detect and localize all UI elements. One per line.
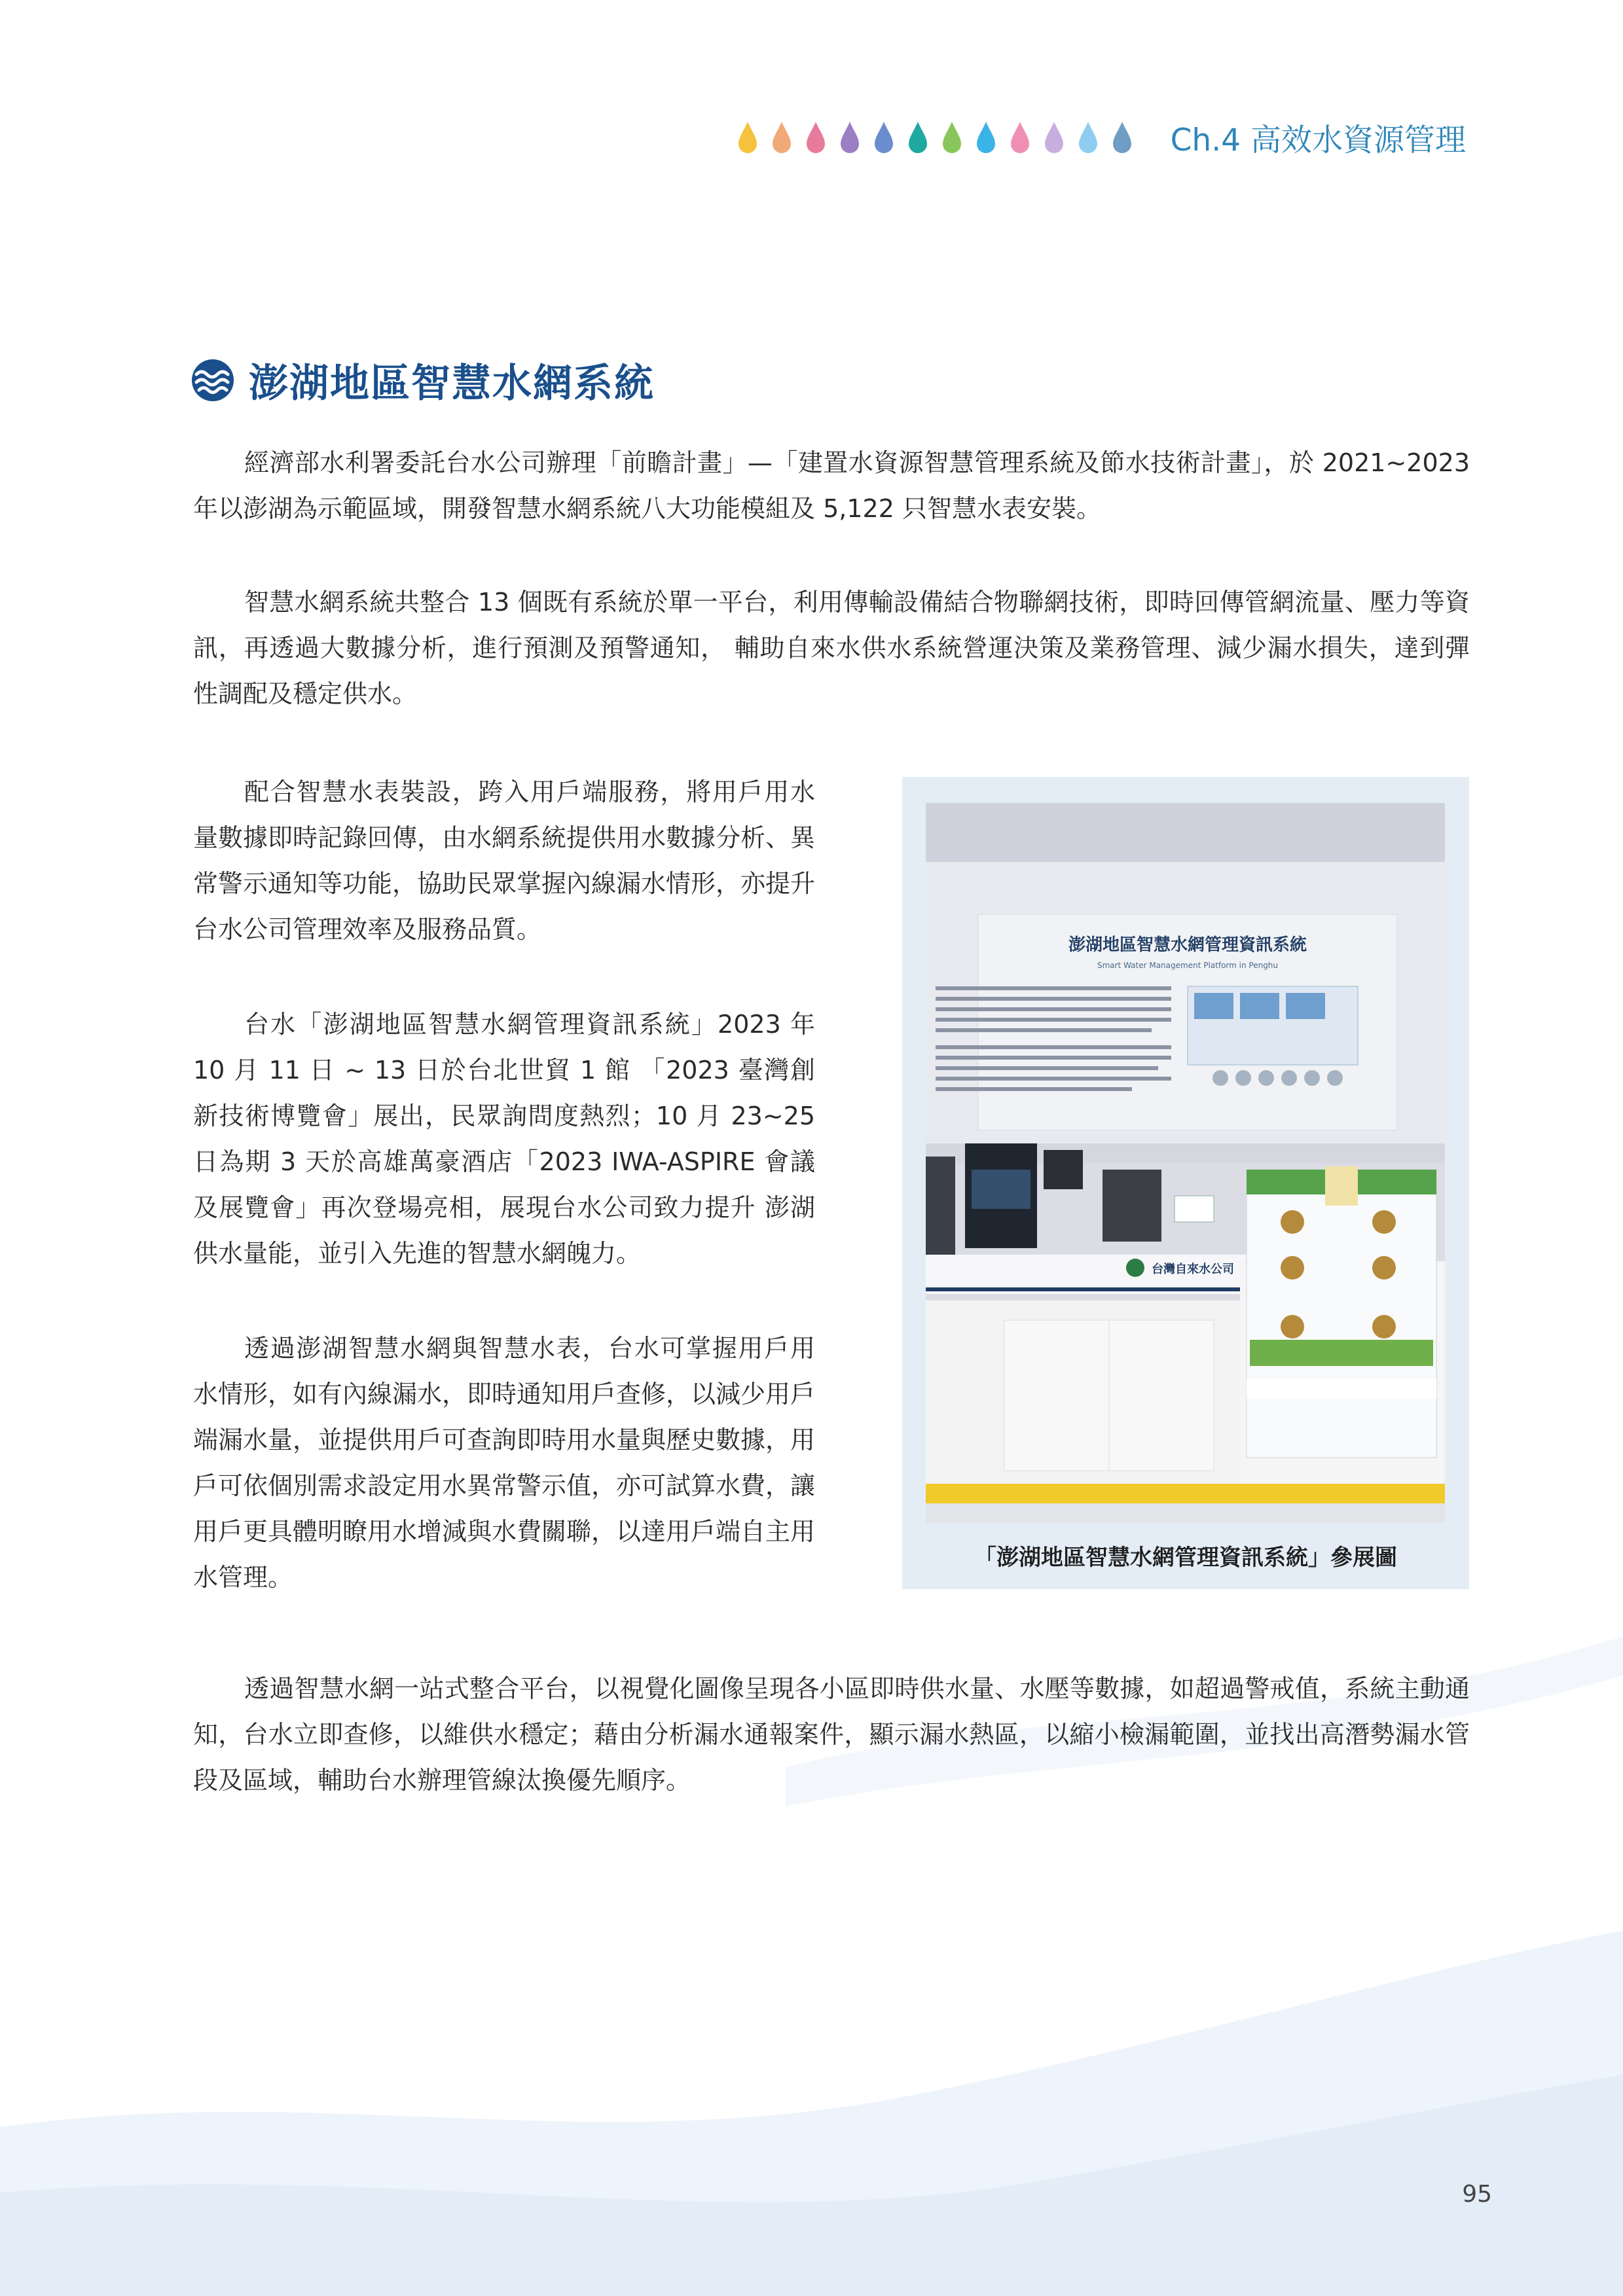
water-drop-icon — [976, 120, 996, 154]
counter-sign: 台灣自來水公司 — [1152, 1263, 1234, 1276]
figure-caption: 「澎湖地區智慧水網管理資訊系統」參展圖 — [974, 1545, 1397, 1571]
exhibition-photo — [926, 803, 1445, 1523]
water-drop-icon — [941, 120, 962, 154]
water-drop-icon — [805, 120, 826, 154]
paragraph-5: 透過澎湖智慧水網與智慧水表，台水可掌握用戶用水情形，如有內線漏水，即時通知用戶查修，以減少用戶端漏水量，並提供用戶可查詢即時用水量與歷史數據，用戶可依個別需求設定用水異常警示值，亦可試算水費，讓用戶更具體明瞭用水增減與水費關聯，以達用戶端自主用水管理。 — [193, 1334, 816, 1592]
company-logo-icon — [1126, 1259, 1144, 1277]
chapter-title: Ch.4 高效水資源管理 — [1170, 122, 1466, 158]
water-drop-icon — [1112, 120, 1133, 154]
water-drop-icon — [1010, 120, 1030, 154]
exhibition-photo-drawing — [926, 803, 1445, 1523]
paragraph-2: 智慧水網系統共整合 13 個既有系統於單一平台，利用傳輸設備結合物聯網技術，即時回傳管網流量、壓力等資訊，再透過大數據分析，進行預測及預警通知， 輔助自來水供水系統營運決策及業務管理、減少漏水損失，達到彈性調配及穩定供水。 — [193, 588, 1470, 708]
water-drop-icon — [839, 120, 860, 154]
paragraph-6: 透過智慧水網一站式整合平台，以視覺化圖像呈現各小區即時供水量、水壓等數據，如超過警戒值，系統主動通知，台水立即查修，以維供水穩定；藉由分析漏水通報案件，顯示漏水熱區，以縮小檢漏範圍，並找出高潛勢漏水管段及區域，輔助台水辦理管線汰換優先順序。 — [193, 1674, 1470, 1795]
water-drop-icon — [873, 120, 894, 154]
color-drops — [737, 120, 1133, 154]
water-drop-icon — [907, 120, 928, 154]
paragraph-4: 台水「澎湖地區智慧水網管理資訊系統」2023 年 10 月 11 日 ~ 13 日於台北世貿 1 館 「2023 臺灣創新技術博覽會」展出，民眾詢問度熱烈；10 月 23~25 日為期 3 天於高雄萬豪酒店「2023 IWA-ASPIRE 會議及展覽會」再次登場亮相，展現台水公司致力提升 澎湖供水量能，並引入先進的智慧水網魄力。 — [193, 1010, 815, 1268]
page-header — [737, 111, 1466, 164]
exhibition-figure — [902, 777, 1469, 1589]
water-drop-icon — [771, 120, 792, 154]
section-heading — [191, 352, 655, 408]
poster-subtitle: Smart Water Management Platform in Penghu — [1097, 961, 1279, 970]
paragraph-1: 經濟部水利署委託台水公司辦理「前瞻計畫」—「建置水資源智慧管理系統及節水技術計畫」，於 2021~2023 年以澎湖為示範區域，開發智慧水網系統八大功能模組及 5,122 只智慧水表安裝。 — [193, 448, 1470, 523]
page-number: 95 — [1462, 2181, 1492, 2208]
water-drop-icon — [1078, 120, 1099, 154]
water-wave-icon — [191, 359, 234, 402]
paragraph-3: 配合智慧水表裝設，跨入用戶端服務，將用戶用水量數據即時記錄回傳，由水網系統提供用水數據分析、異常警示通知等功能，協助民眾掌握內線漏水情形，亦提升台水公司管理效率及服務品質。 — [193, 778, 816, 944]
water-drop-icon — [1044, 120, 1065, 154]
section-title: 澎湖地區智慧水網系統 — [249, 361, 655, 406]
poster-title: 澎湖地區智慧水網管理資訊系統 — [1068, 935, 1307, 955]
water-drop-icon — [737, 120, 758, 154]
